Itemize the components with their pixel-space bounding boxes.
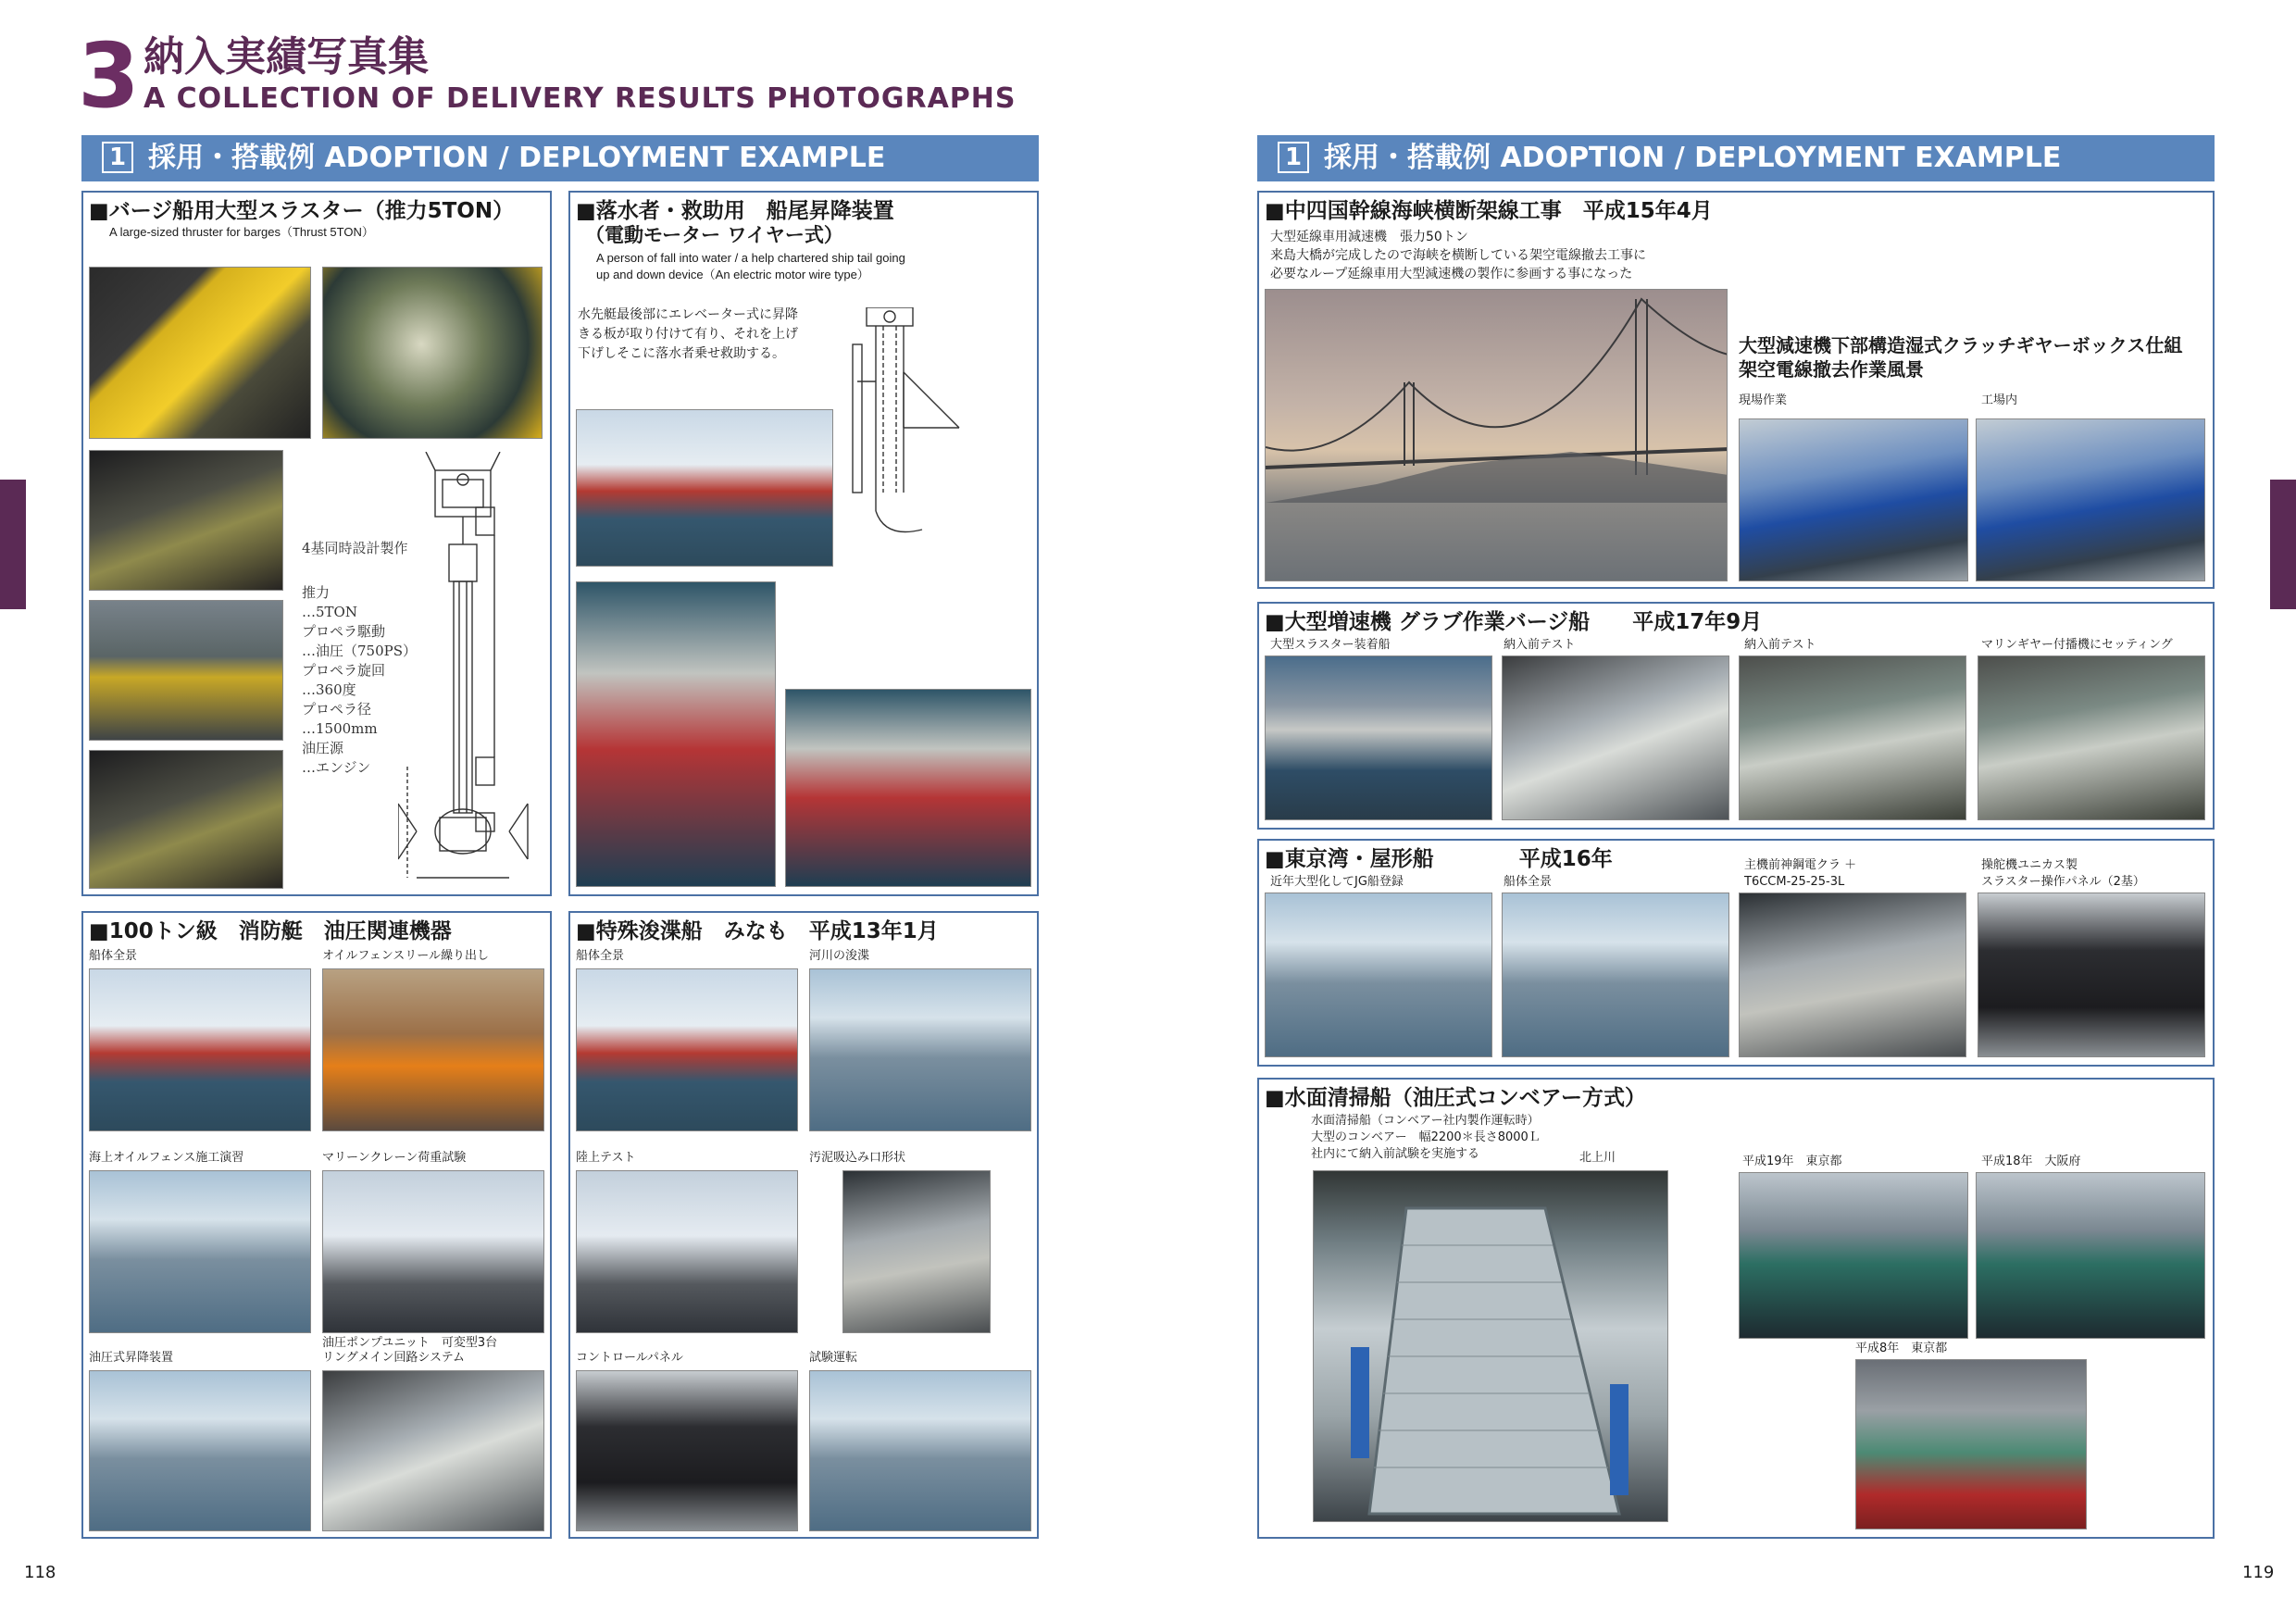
photo-caption: T6CCM-25-25-3L (1744, 875, 1845, 889)
description-line: 大型のコンベアー 幅2200＊長さ8000Ｌ (1311, 1130, 1541, 1144)
description-line: 必要なループ延線車用大型減速機の製作に参画する事になった (1270, 267, 1633, 281)
rescue-device-photo (785, 689, 1031, 887)
description-line: 社内にて納入前試験を実施する (1311, 1147, 1480, 1161)
thruster-panel-photo (1978, 893, 2205, 1057)
photo-caption: オイルフェンスリール繰り出し (322, 949, 490, 963)
photo-caption: 陸上テスト (576, 1151, 636, 1165)
photo-caption: リングメイン回路システム (322, 1351, 466, 1365)
suspension-bridge-photo (1265, 289, 1728, 581)
photo-caption: 河川の浚渫 (809, 949, 870, 963)
rescue-boat-photo (576, 409, 833, 567)
photo-caption: 納入前テスト (1504, 638, 1576, 652)
spec-line: 推力 (302, 584, 331, 601)
cleaner-boat-photo (1739, 1172, 1968, 1339)
photo-caption: 操舵機ユニカス製 (1981, 858, 2078, 872)
section-label: 採用・搭載例 ADOPTION / DEPLOYMENT EXAMPLE (1324, 142, 2062, 174)
photo-caption: マリーンクレーン荷重試験 (322, 1151, 467, 1165)
photo-caption: 工場内 (1981, 393, 2018, 407)
marine-gear-photo (1978, 655, 2205, 820)
marine-crane-photo (322, 1170, 544, 1333)
description-line: 来島大橋が完成したので海峡を横断している架空電線撤去工事に (1270, 248, 1646, 263)
section-title: ■バージ船用大型スラスター（推力5TON） (89, 199, 515, 223)
section-subtitle: A person of fall into water / a help chartered ship tail going (596, 251, 905, 265)
page-number-left: 118 (24, 1563, 56, 1582)
description-line: きる板が取り付けて有り、それを上げ (578, 327, 798, 342)
dredger-photo (576, 968, 798, 1131)
hydraulic-pump-photo (322, 1370, 544, 1531)
section-label: 採用・搭載例 ADOPTION / DEPLOYMENT EXAMPLE (148, 142, 886, 174)
chapter-title-jp: 納入実績写真集 (144, 33, 429, 81)
test-run-photo (809, 1370, 1031, 1531)
thruster-propeller-photo (322, 267, 543, 439)
thruster-barge-photo (1265, 655, 1492, 820)
yakata-section (1257, 839, 2215, 1067)
thruster-section (81, 191, 552, 896)
photo-caption: 海上オイルフェンス施工演習 (89, 1151, 244, 1165)
photo-caption: 近年大型化してJG船登録 (1270, 875, 1404, 889)
section-title: ■大型増速機 グラブ作業バージ船 平成17年9月 (1265, 610, 1763, 634)
section-title: ■水面清掃船（油圧式コンベアー方式） (1265, 1086, 1647, 1110)
photo-caption: マリンギヤー付播機にセッティング (1981, 638, 2173, 652)
site-work-photo (1739, 418, 1968, 581)
spec-line: …油圧（750PS） (302, 643, 417, 659)
photo-caption: 船体全景 (576, 949, 625, 963)
photo-caption: 平成19年 東京都 (1742, 1155, 1842, 1168)
section-subtitle: up and down device（An electric motor wire type） (596, 268, 869, 281)
cleaner-description (1311, 1113, 1541, 1163)
section-title: ■中四国幹線海峡横断架線工事 平成15年4月 (1265, 199, 1713, 223)
photo-caption: 納入前テスト (1744, 638, 1816, 652)
spec-line: …1500mm (302, 720, 378, 737)
photo-caption: 大型スラスター装着船 (1270, 638, 1391, 652)
spec-line: プロペラ旋回 (302, 662, 386, 679)
dredger-section (568, 911, 1039, 1539)
spec-note: 4基同時設計製作 (302, 540, 408, 556)
thruster-drawing (398, 452, 546, 896)
bridge-section (1257, 191, 2215, 589)
section-title: ■特殊浚渫船 みなも 平成13年1月 (576, 919, 939, 943)
description-line: 水先艇最後部にエレベーター式に昇降 (578, 307, 798, 322)
suction-inlet-photo (842, 1170, 991, 1333)
section-title-line2: （電動モーター ワイヤー式） (585, 224, 843, 246)
side-title: 大型減速機下部構造湿式クラッチギヤーボックス仕組 (1739, 334, 2183, 356)
spec-line: プロペラ駆動 (302, 623, 386, 640)
cleaner-boat-photo (1855, 1359, 2087, 1529)
description-line: 下げしそこに落水者乗せ救助する。 (578, 346, 785, 361)
photo-caption: 汚泥吸込み口形状 (809, 1151, 906, 1165)
spec-line: …エンジン (302, 759, 371, 776)
thruster-photo (89, 450, 283, 591)
river-dredging-photo (809, 968, 1031, 1131)
yakata-boat-photo (1502, 893, 1729, 1057)
rescue-description (578, 306, 798, 364)
cleaner-boat-photo (1976, 1172, 2205, 1339)
land-test-photo (576, 1170, 798, 1333)
side-title: 架空電線撤去作業風景 (1739, 358, 1924, 381)
section-title: ■100トン級 消防艇 油圧関連機器 (89, 919, 452, 943)
description-line: 大型延線車用減速機 張力50トン (1270, 230, 1468, 244)
page-number-right: 119 (2242, 1563, 2275, 1582)
spec-list (302, 583, 417, 778)
gearbox-test-photo (1739, 655, 1966, 820)
control-panel-photo (576, 1370, 798, 1531)
thruster-photo (89, 600, 283, 741)
fireboat-photo (89, 968, 311, 1131)
rescue-device-photo (576, 581, 776, 887)
spec-line: …360度 (302, 681, 356, 698)
photo-caption: 油圧式昇降装置 (89, 1351, 174, 1365)
engine-photo (1739, 893, 1966, 1057)
spec-line: …5TON (302, 604, 357, 620)
rescue-section (568, 191, 1039, 896)
right-chapter-tab (2270, 480, 2296, 609)
chapter-title-en: A COLLECTION OF DELIVERY RESULTS PHOTOGRAPHS (144, 82, 1017, 115)
photo-caption: 船体全景 (1504, 875, 1553, 889)
chapter-number: 3 (78, 24, 140, 128)
section-subtitle: A large-sized thruster for barges（Thrust 5TON） (109, 225, 374, 239)
section-number: 1 (102, 142, 133, 173)
photo-caption: 平成8年 東京都 (1855, 1342, 1948, 1355)
photo-caption: 油圧ポンプユニット 可変型3台 (322, 1336, 498, 1350)
photo-caption: スラスター操作パネル（2基） (1981, 875, 2145, 889)
conveyor-photo (1313, 1170, 1668, 1522)
photo-caption: 平成18年 大阪府 (1981, 1155, 2081, 1168)
hydraulic-lift-photo (89, 1370, 311, 1531)
yakata-boat-photo (1265, 893, 1492, 1057)
left-chapter-tab (0, 480, 26, 609)
photo-caption: 北上川 (1579, 1151, 1616, 1165)
right-section-header (1257, 135, 2215, 181)
section-title: ■落水者・救助用 船尾昇降装置 (576, 199, 894, 223)
section-number: 1 (1278, 142, 1309, 173)
fireboat-section (81, 911, 552, 1539)
description-line: 水面清掃船（コンベアー社内製作運転時） (1311, 1114, 1540, 1128)
left-section-header (81, 135, 1039, 181)
oil-fence-photo (89, 1170, 311, 1333)
thruster-photo (89, 750, 283, 889)
photo-caption: 主機前神鋼電クラ ＋ (1744, 858, 1857, 872)
cleaner-section (1257, 1078, 2215, 1539)
photo-caption: コントロールパネル (576, 1351, 683, 1365)
thruster-photo (89, 267, 311, 439)
photo-caption: 船体全景 (89, 949, 138, 963)
rescue-drawing (848, 307, 1033, 539)
spec-line: プロペラ径 (302, 701, 372, 718)
photo-caption: 現場作業 (1739, 393, 1788, 407)
oil-fence-reel-photo (322, 968, 544, 1131)
bridge-description (1270, 228, 1646, 283)
spec-line: 油圧源 (302, 740, 344, 756)
photo-caption: 試験運転 (809, 1351, 858, 1365)
gearbox-test-photo (1502, 655, 1729, 820)
gearbox-section (1257, 602, 2215, 830)
section-title: ■東京湾・屋形船 平成16年 (1265, 847, 1613, 871)
factory-photo (1976, 418, 2205, 581)
